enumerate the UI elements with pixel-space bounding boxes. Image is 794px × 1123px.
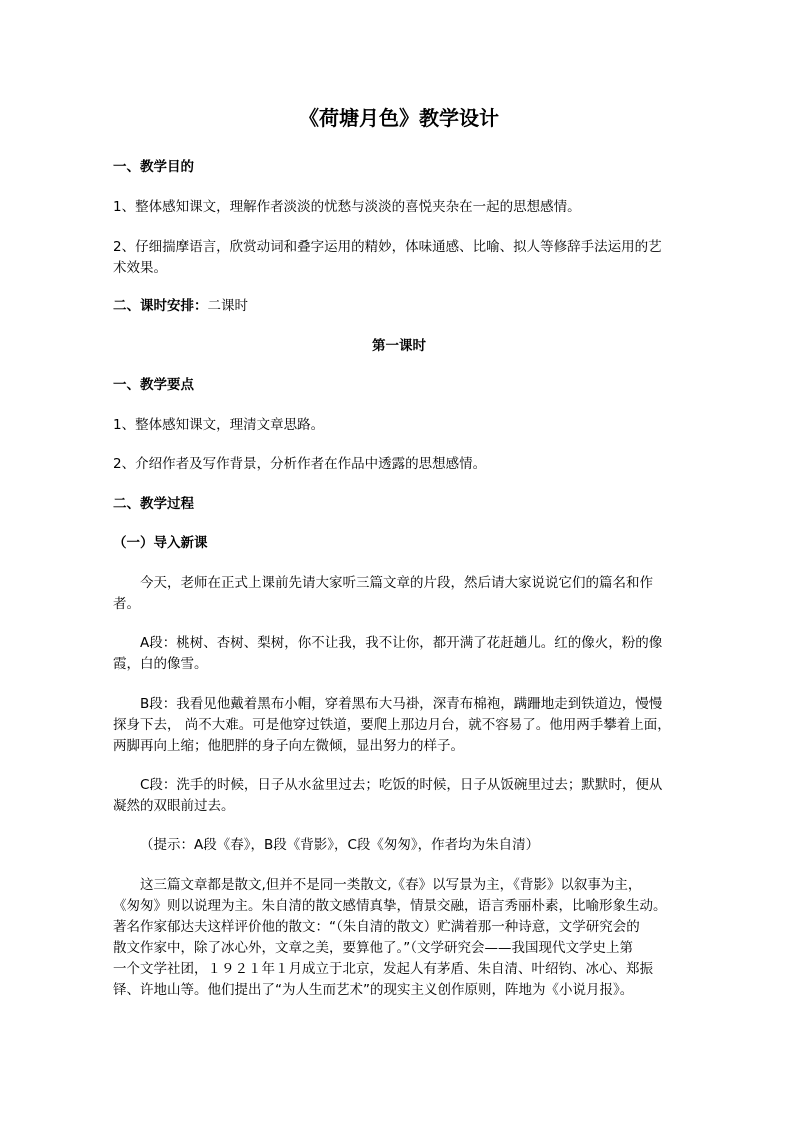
analysis-line-2: 《匆匆》则以说理为主。朱自清的散文感情真挚，情景交融，语言秀丽朴素，比喻形象生动。 bbox=[113, 898, 667, 914]
goals-heading: 一、教学目的 bbox=[113, 159, 194, 175]
analysis-line-6: 铎、许地山等。他们提出了“为人生而艺术”的现实主义创作原则，阵地为《小说月报》。 bbox=[113, 982, 634, 998]
process-heading: 二、教学过程 bbox=[113, 496, 194, 512]
intro-paragraph-line-1: 今天，老师在正式上课前先请大家听三篇文章的片段，然后请大家说说它们的篇名和作 bbox=[140, 575, 653, 591]
key-point-2: 2、介绍作者及写作背景，分析作者在作品中透露的思想感情。 bbox=[113, 456, 487, 472]
excerpt-b-line-1: B段：我看见他戴着黑布小帽，穿着黑布大马褂，深青布棉袍，蹒跚地走到铁道边，慢慢 bbox=[140, 696, 663, 712]
excerpt-b-line-2: 探身下去， 尚不大难。可是他穿过铁道，要爬上那边月台，就不容易了。他用两手攀着上面， bbox=[113, 717, 671, 733]
excerpt-c-line-2: 凝然的双眼前过去。 bbox=[113, 798, 235, 814]
analysis-line-4: 散文作家中，除了冰心外，文章之美，要算他了。”（文学研究会——我国现代文学史上第 bbox=[113, 940, 633, 956]
excerpt-c-line-1: C段：洗手的时候，日子从水盆里过去；吃饭的时候，日子从饭碗里过去；默默时，便从 bbox=[140, 777, 663, 793]
key-points-heading: 一、教学要点 bbox=[113, 377, 194, 393]
goal-2-line-1: 2、仔细揣摩语言，欣赏动词和叠字运用的精妙，体味通感、比喻、拟人等修辞手法运用的艺 bbox=[113, 239, 662, 255]
lesson-one-heading: 第一课时 bbox=[372, 338, 426, 354]
analysis-line-3: 著名作家郁达夫这样评价他的散文：“（朱自清的散文）贮满着那一种诗意，文学研究会的 bbox=[113, 919, 640, 935]
analysis-line-5: 一个文学社团，１９２１年１月成立于北京，发起人有茅盾、朱自清、叶绍钧、冰心、郑振 bbox=[113, 961, 653, 977]
schedule-heading: 二、课时安排： bbox=[113, 298, 208, 314]
intro-paragraph-line-2: 者。 bbox=[113, 596, 140, 612]
goal-2-line-2: 术效果。 bbox=[113, 260, 167, 276]
document-title: 《荷塘月色》教学设计 bbox=[299, 106, 499, 130]
schedule-value: 二课时 bbox=[207, 298, 248, 314]
schedule-line bbox=[113, 296, 685, 317]
intro-heading: （一）导入新课 bbox=[113, 535, 208, 551]
analysis-line-1: 这三篇文章都是散文,但并不是同一类散文,《春》以写景为主，《背影》以叙事为主， bbox=[140, 877, 642, 893]
key-point-1: 1、整体感知课文，理清文章思路。 bbox=[113, 417, 325, 433]
excerpt-b-line-3: 两脚再向上缩；他肥胖的身子向左微倾，显出努力的样子。 bbox=[113, 738, 464, 754]
hint-line: （提示：A段《春》，B段《背影》，C段《匆匆》，作者均为朱自清） bbox=[140, 837, 540, 853]
excerpt-a-line-2: 霞，白的像雪。 bbox=[113, 656, 208, 672]
excerpt-a-line-1: A段：桃树、杏树、梨树，你不让我，我不让你，都开满了花赶趟儿。红的像火，粉的像 bbox=[140, 635, 663, 651]
goal-1: 1、整体感知课文，理解作者淡淡的忧愁与淡淡的喜悦夹杂在一起的思想感情。 bbox=[113, 199, 581, 215]
